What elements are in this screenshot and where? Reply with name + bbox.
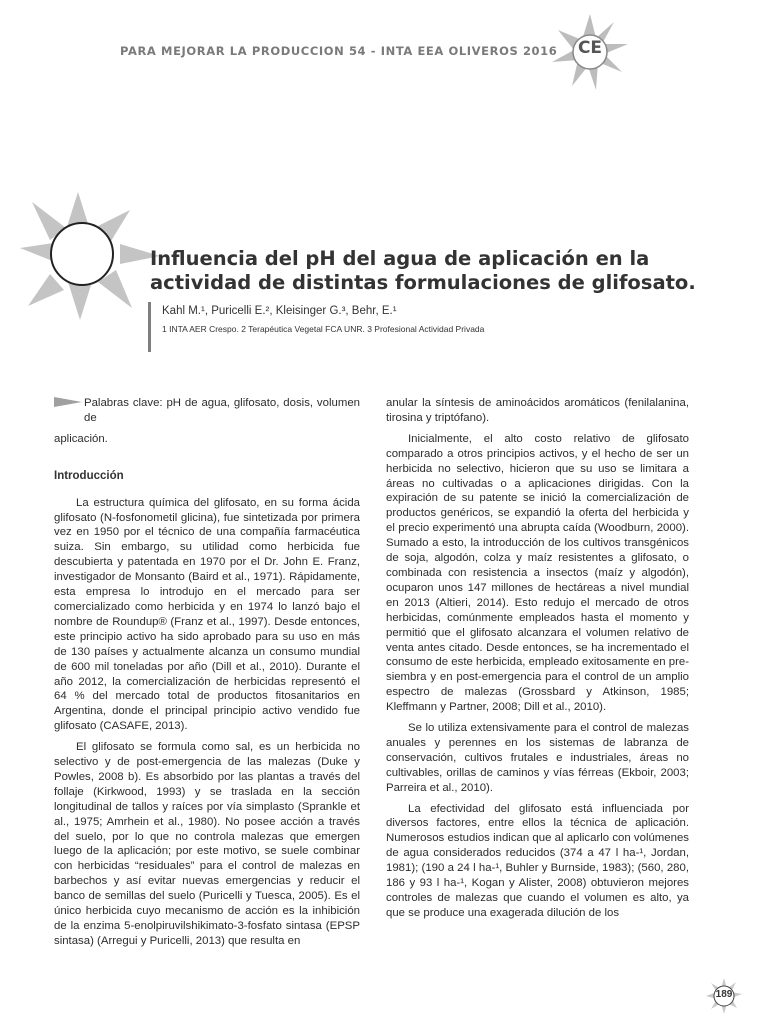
- title-divider: [148, 302, 151, 352]
- column-left: [54, 396, 360, 955]
- col2-paragraph-1: anular la síntesis de aminoácidos aromáticos (fenilalanina, tirosina y triptófano).: [386, 397, 689, 424]
- affiliations: 1 INTA AER Crespo. 2 Terapéutica Vegetal FCA UNR. 3 Profesional Actividad Privada: [162, 324, 485, 334]
- col1-paragraph-2: El glifosato se formula como sal, es un herbicida no selectivo y de post-emergencia de las malezas (Duke y Powles, 2008 b). Es absorbido por las plantas a través del follaje (Kirkwood, 1993) y se traslada en la sección longitudinal de tallos y raíces por vía simplasto (Sprankle et al., 1975; Amrhein et al., 1980). No posee acción a través del suelo, por lo que no controla malezas que emergen luego de la aplicación; por este motivo, se suele combinar con herbicidas “residuales” para el control de malezas en barbechos y así evitar nuevas emergencias y reducir el banco de semillas del suelo (Puricelli y Tuesca, 2005). Es el único herbicida cuyo mecanismo de acción es la inhibición de la enzima 5-enolpiruvilshikimato-3-fosfato sintasa (EPSP sintasa) (Arregui y Puricelli, 2013) que resulta en: [54, 741, 360, 947]
- page-number: 189: [715, 989, 733, 1000]
- col1-paragraph-1: La estructura química del glifosato, en su forma ácida glifosato (N-fosfonometil glicina), fue sintetizada por primera vez en 1950 por el técnico de una compañía farmacéutica suiza. Sin embargo, su utilidad como herbicida fue descubierta y patentada en 1970 por el Dr. John E. Franz, investigador de Monsanto (Baird et al., 1971). Rápidamente, esta empresa lo introdujo en el mercado para ser comercializado como herbicida y en 1974 lo lanzó bajo el nombre de Roundup® (Franz et al., 1997). Desde entonces, este principio activo ha sido aprobado para su uso en más de 130 países y actualmente alcanza un consumo mundial de 600 mil toneladas por año (Dill et al., 2010). Durante el año 2012, la comercialización de herbicidas representó el 64 % del mercado total de productos fitosanitarios en Argentina, donde el principal principio activo vendido fue glifosato (CASAFE, 2013).: [54, 496, 360, 733]
- running-header: PARA MEJORAR LA PRODUCCION 54 - INTA EEA OLIVEROS 2016: [120, 44, 558, 58]
- keywords-line-2: aplicación.: [54, 432, 108, 445]
- article-title: Influencia del pH del agua de aplicación en la actividad de distintas formulaciones de glifosato.: [150, 247, 696, 294]
- column-right: [386, 396, 689, 927]
- col2-paragraph-3: Se lo utiliza extensivamente para el control de malezas anuales y perennes en los sistemas de labranza de conservación, cultivos frutales e industriales, áreas no cultivables, orillas de caminos y vías férreas (Ekboir, 2003; Parreira et al., 2010).: [386, 722, 689, 794]
- keywords-line-1: Palabras clave: pH de agua, glifosato, dosis, volumen de: [84, 397, 360, 424]
- col2-paragraph-2: Inicialmente, el alto costo relativo de glifosato comparado a otros principios activos, y el hecho de ser un herbicida no selectivo, hicieron que su uso se limitara a áreas no cultivadas o a aplicaciones dirigidas. Con la expiración de su patente se inició la comercialización de productos genéricos, se expandió la oferta del herbicida y el precio experimentó una abrupta caída (Woodburn, 2000). Sumado a esto, la introducción de los cultivos transgénicos de soja, algodón, colza y maíz resistentes a glifosato, o combinada con resistencia a insectos (maíz y algodón), ocuparon unos 147 millones de hectáreas a nivel mundial en 2013 (Altieri, 2014). Esto redujo el mercado de otros herbicidas, comúnmente empleados hasta el momento y permitió que el glifosato alcanzara el volumen relativo de venta antes citado. Desde entonces, se ha incrementado el consumo de este herbicida, empleado exitosamente en pre-siembra y en post-emergencia para el control de un amplio espectro de malezas (Grossbard y Atkinson, 1985; Kleffmann y Partner, 2008; Dill et al., 2010).: [386, 432, 689, 714]
- intro-heading: Introducción: [54, 469, 124, 482]
- col2-paragraph-4: La efectividad del glifosato está influenciada por diversos factores, entre ellos la técnica de aplicación. Numerosos estudios indican que al aplicarlo con volúmenes de agua considerados reducidos (374 a 47 l ha-¹, Jordan, 1981); (190 a 24 l ha-¹, Buhler y Burnside, 1983); (560, 280, 186 y 93 l ha-¹, Kogan y Alister, 2008) obtuvieron mejores controles de malezas que cuando el volumen es alto, ya que se produce una exagerada dilución de los: [386, 802, 689, 919]
- section-badge: CE: [577, 38, 603, 58]
- authors: Kahl M.¹, Puricelli E.², Kleisinger G.³, Behr, E.¹: [162, 305, 397, 317]
- sun-decoration-icon: [20, 190, 160, 320]
